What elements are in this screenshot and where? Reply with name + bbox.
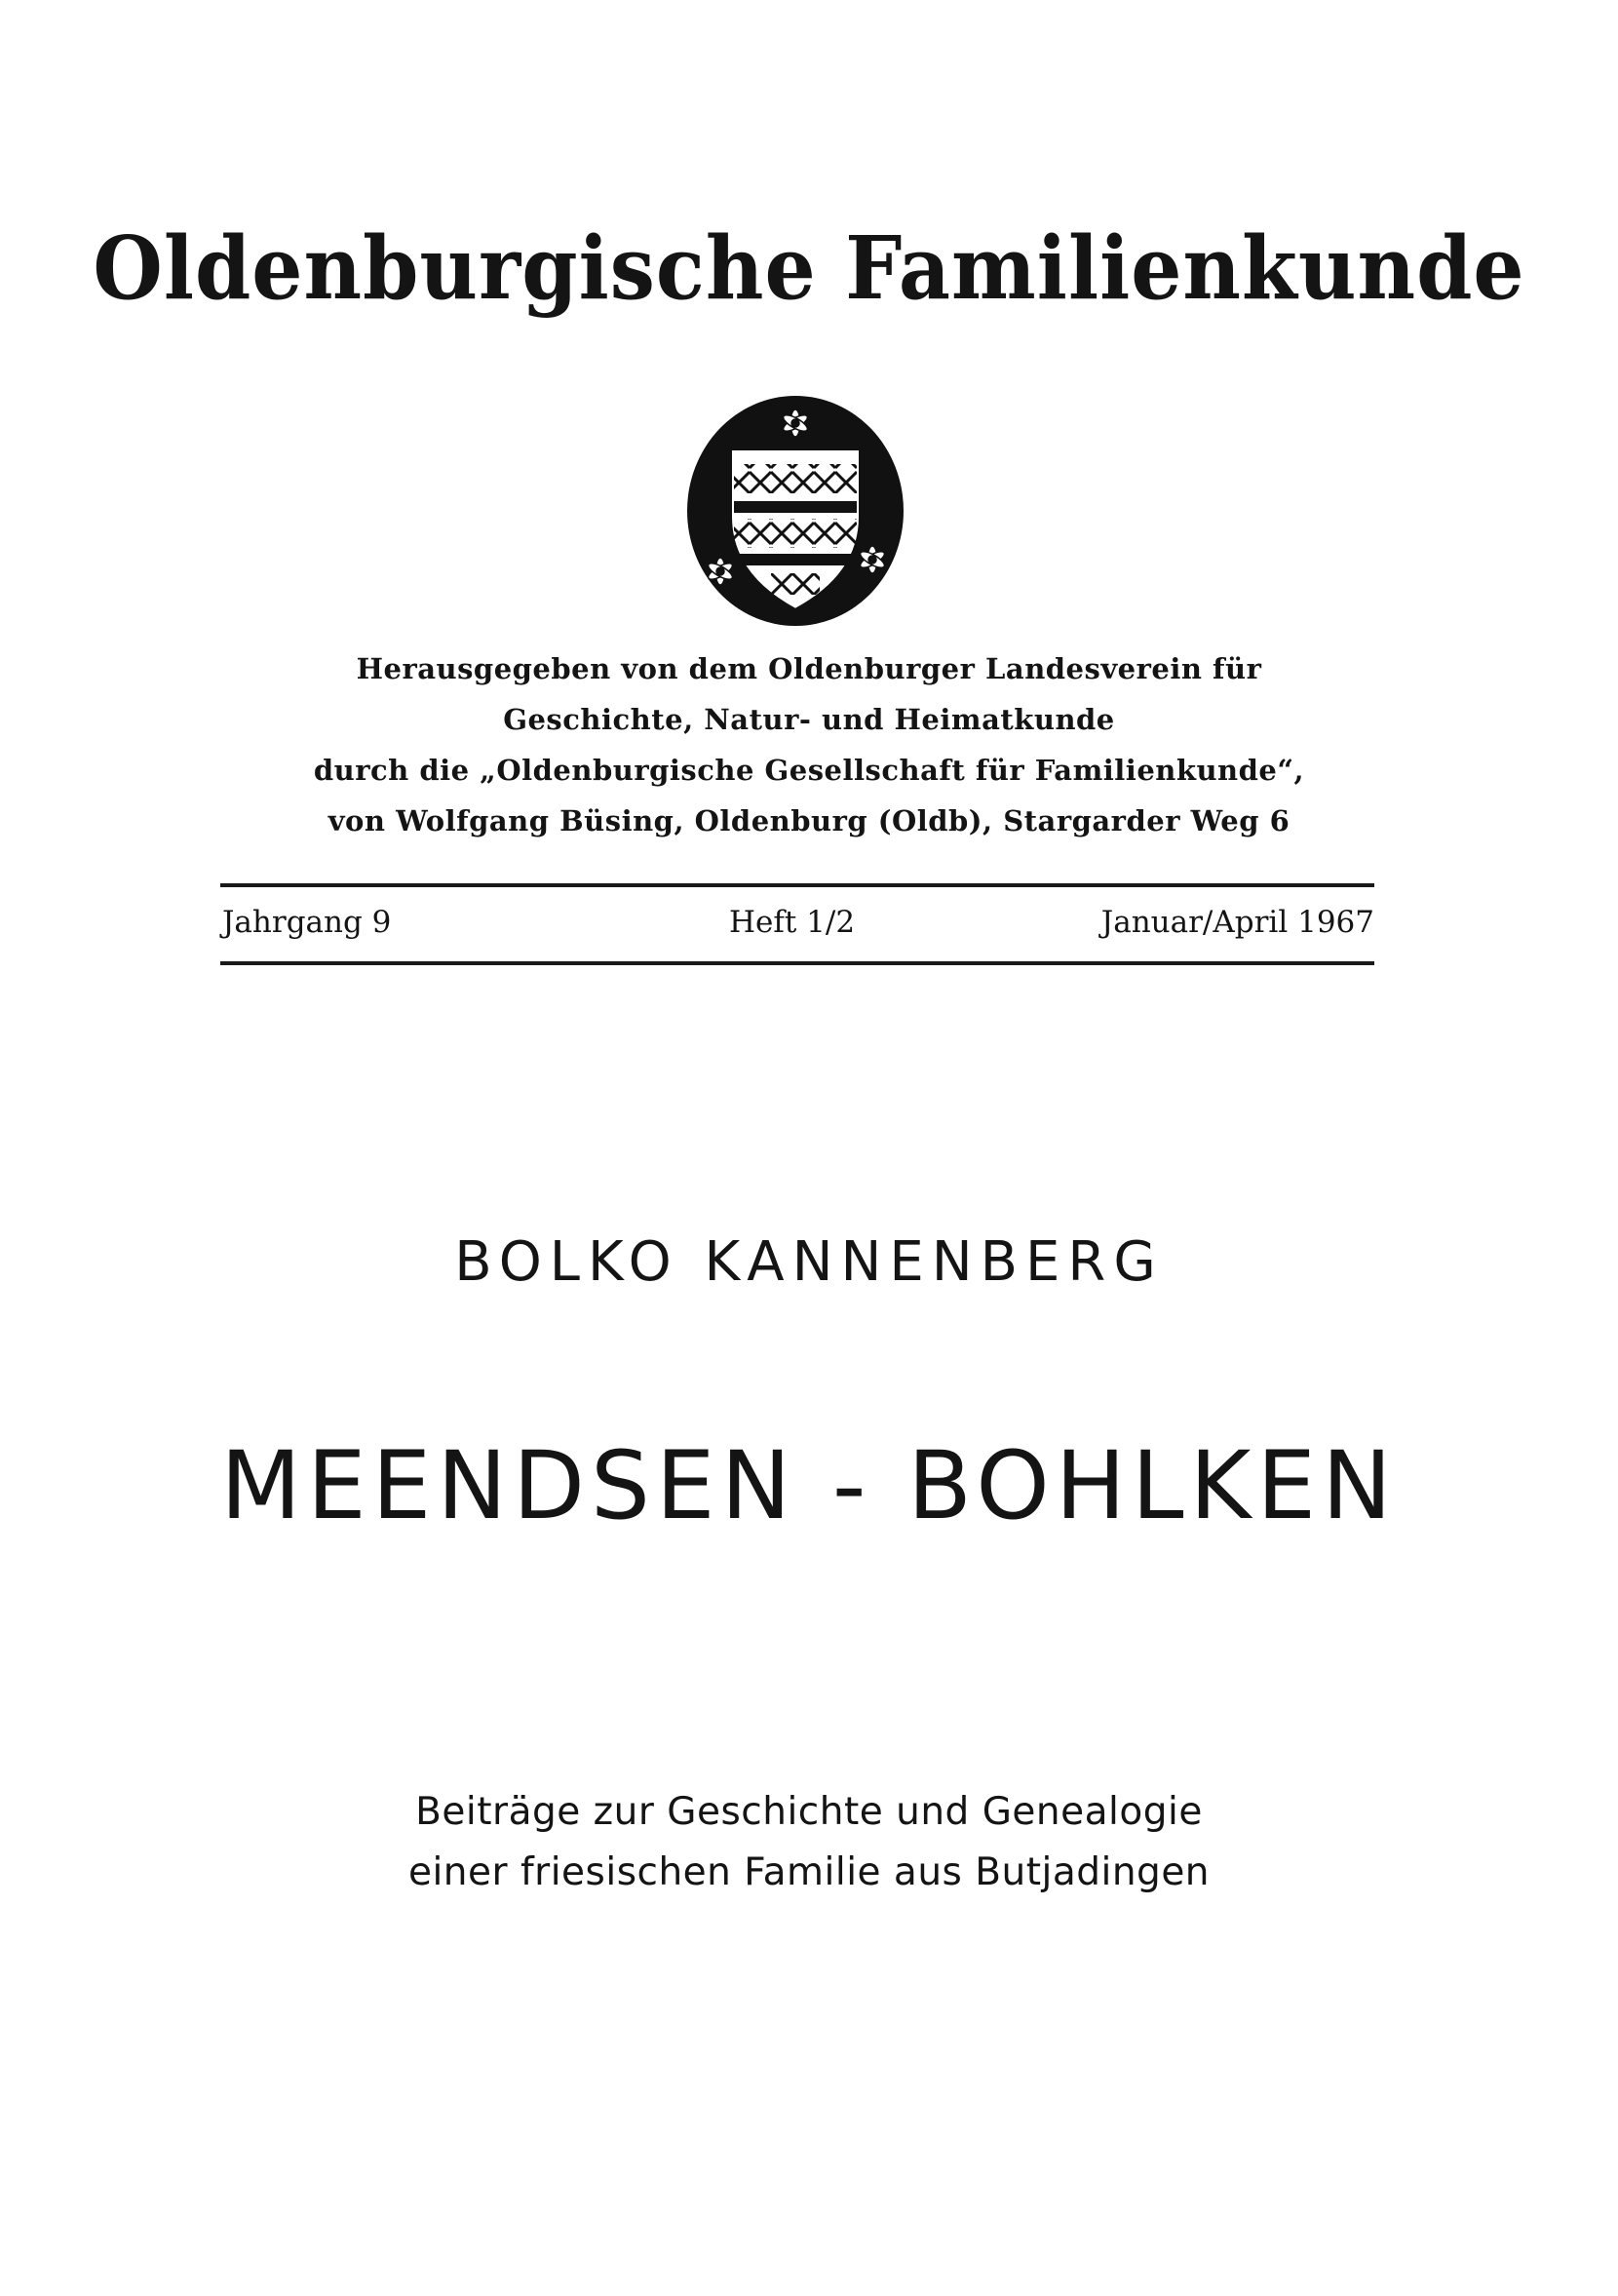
issue-volume: Jahrgang 9 [222,905,392,940]
divider-top [220,883,1374,887]
issue-date: Januar/April 1967 [1100,905,1374,940]
book-author: BOLKO KANNENBERG [454,1230,1164,1294]
coat-of-arms-seal-icon [685,394,905,628]
journal-title: Oldenburgische Familienkunde [93,218,1525,320]
publisher-line: von Wolfgang Büsing, Oldenburg (Oldb), Stargarder Weg 6 [327,804,1291,837]
divider-bottom [220,961,1374,965]
book-subtitle [0,1782,1618,1903]
book-title: MEENDSEN - BOHLKEN [220,1431,1398,1540]
subtitle-line: einer friesischen Familie aus Butjadingen [407,1850,1211,1894]
publisher-line: durch die „Oldenburgische Gesellschaft für Familienkunde“, [313,754,1305,787]
publisher-line: Geschichte, Natur- und Heimatkunde [503,703,1115,736]
publisher-statement [0,643,1618,846]
subtitle-line: Beiträge zur Geschichte und Genealogie [415,1790,1203,1834]
publisher-line: Herausgegeben von dem Oldenburger Landesverein für [356,652,1262,685]
issue-number: Heft 1/2 [729,905,856,940]
issue-info [222,905,1374,953]
